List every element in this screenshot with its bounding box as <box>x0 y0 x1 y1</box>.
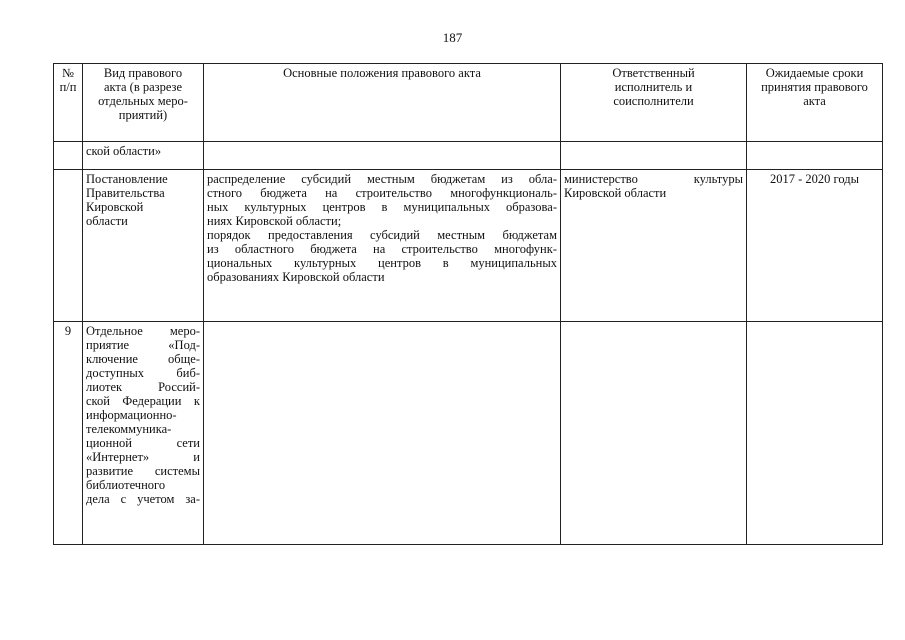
header-provisions: Основные положения правового акта <box>204 64 561 142</box>
legal-acts-table <box>53 63 883 545</box>
cell-deadline: 2017 - 2020 годы <box>747 170 883 322</box>
act-type-line: Кировской <box>86 200 144 214</box>
provisions-line: из областного бюджета на строительство многофунк- <box>207 242 557 256</box>
cell-num <box>54 142 83 170</box>
act-type-line: «Интернет» и <box>86 450 200 464</box>
header-deadline <box>747 64 883 142</box>
header-act-type-line: отдельных меро- <box>98 94 188 108</box>
responsible-line: министерство культуры <box>564 172 743 186</box>
act-type-line: доступных биб- <box>86 366 200 380</box>
provisions-line: порядок предоставления субсидий местным бюджетам <box>207 228 557 242</box>
header-num-line: № <box>62 66 74 80</box>
cell-provisions <box>204 142 561 170</box>
header-act-type <box>83 64 204 142</box>
table-header-row <box>54 64 883 142</box>
provisions-line: ниях Кировской области; <box>207 214 342 228</box>
cell-provisions <box>204 322 561 545</box>
act-type-line: области <box>86 214 128 228</box>
header-act-type-line: приятий) <box>118 108 168 122</box>
header-deadline-line: акта <box>803 94 826 108</box>
cell-act-type: ской области» <box>83 142 204 170</box>
cell-responsible <box>561 142 747 170</box>
act-type-line: развитие системы <box>86 464 200 478</box>
header-deadline-line: Ожидаемые сроки <box>765 66 864 80</box>
act-type-line: ключение обще- <box>86 352 200 366</box>
header-num-line: п/п <box>59 80 77 94</box>
act-type-line: лиотек Россий- <box>86 380 200 394</box>
act-type-line: Отдельное меро- <box>86 324 200 338</box>
cell-deadline <box>747 322 883 545</box>
provisions-line: стного бюджета на строительство многофункциональ- <box>207 186 557 200</box>
cell-act-type <box>83 170 204 322</box>
header-responsible-line: соисполнители <box>613 94 694 108</box>
cell-responsible <box>561 322 747 545</box>
act-type-line: информационно- <box>86 408 177 422</box>
table-row <box>54 322 883 545</box>
cell-num: 9 <box>54 322 83 545</box>
act-type-line: ционной сети <box>86 436 200 450</box>
table-row <box>54 170 883 322</box>
page-number: 187 <box>442 30 463 45</box>
cell-responsible <box>561 170 747 322</box>
header-responsible-line: исполнитель и <box>614 80 693 94</box>
act-type-line: приятие «Под- <box>86 338 200 352</box>
header-responsible <box>561 64 747 142</box>
act-type-line: библиотечного <box>86 478 166 492</box>
provisions-line: распределение субсидий местным бюджетам из обла- <box>207 172 557 186</box>
header-num <box>54 64 83 142</box>
header-act-type-line: акта (в разрезе <box>103 80 183 94</box>
cell-act-type <box>83 322 204 545</box>
act-type-line: ской Федерации к <box>86 394 200 408</box>
cell-deadline <box>747 142 883 170</box>
table-row <box>54 142 883 170</box>
provisions-line: ных культурных центров в муниципальных образова- <box>207 200 557 214</box>
header-deadline-line: принятия правового <box>761 80 868 94</box>
cell-provisions <box>204 170 561 322</box>
act-type-line: дела с учетом за- <box>86 492 200 506</box>
act-type-line: Правительства <box>86 186 165 200</box>
act-type-line: телекоммуника- <box>86 422 172 436</box>
act-type-line: Постановление <box>86 172 168 186</box>
provisions-line: циональных культурных центров в муниципальных <box>207 256 557 270</box>
provisions-line: образованиях Кировской области <box>207 270 385 284</box>
header-responsible-line: Ответственный <box>612 66 695 80</box>
header-act-type-line: Вид правового <box>103 66 183 80</box>
cell-num <box>54 170 83 322</box>
responsible-line: Кировской области <box>564 186 667 200</box>
